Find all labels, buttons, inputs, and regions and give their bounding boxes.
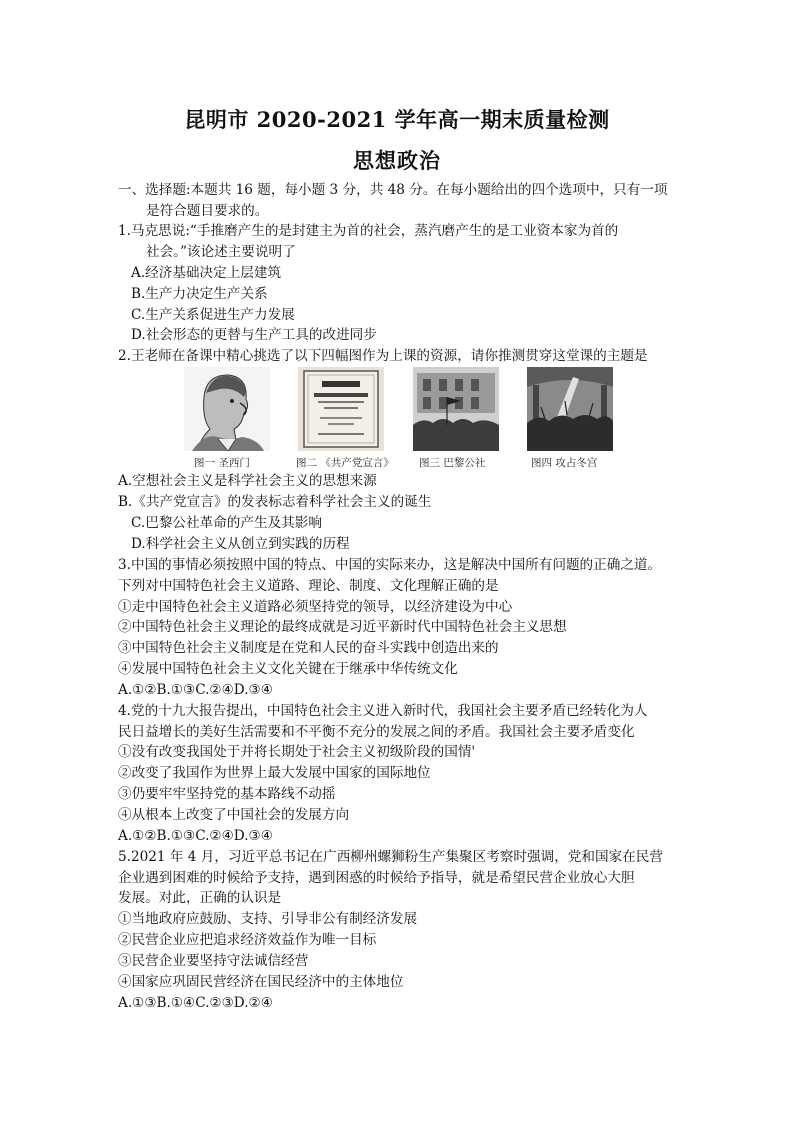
q5-item-3: ③民营企业要坚持守法诚信经营 bbox=[118, 953, 309, 969]
exam-title: 昆明市 2020-2021 学年高一期末质量检测 bbox=[184, 107, 610, 132]
q3-answer-choices: A.①②B.①③C.②④D.③④ bbox=[118, 682, 273, 698]
section-instruction-line2: 是符合题目要求的。 bbox=[146, 203, 269, 219]
q5-stem-line1: 5.2021 年 4 月，习近平总书记在广西柳州螺狮粉生产集聚区考察时强调，党和国家在民营 bbox=[118, 849, 663, 865]
q3-item-3: ③中国特色社会主义制度是在党和人民的奋斗实践中创造出来的 bbox=[118, 640, 499, 656]
exam-subject: 思想政治 bbox=[353, 148, 441, 173]
q1-option-a: A.经济基础决定上层建筑 bbox=[131, 265, 282, 281]
q2-option-a: A.空想社会主义是科学社会主义的思想来源 bbox=[118, 473, 377, 489]
q4-item-2: ②改变了我国作为世界上最大发展中国家的国际地位 bbox=[118, 765, 431, 781]
section-instruction-line1: 一、选择题:本题共 16 题，每小题 3 分，共 48 分。在每小题给出的四个选项中，只有一项 bbox=[118, 182, 668, 198]
q1-stem-line1: 1.马克思说:“手推磨产生的是封建主为首的社会，蒸汽磨产生的是工业资本家为首的 bbox=[118, 223, 619, 239]
storming-palace-image bbox=[527, 367, 613, 469]
q1-stem-line2: 社会。”该论述主要说明了 bbox=[146, 244, 296, 260]
q1-option-c: C.生产关系促进生产力发展 bbox=[131, 307, 295, 323]
q5-answer-choices: A.①③B.①④C.②③D.②④ bbox=[118, 995, 273, 1011]
q1-option-b: B.生产力决定生产关系 bbox=[131, 286, 268, 302]
q3-item-4: ④发展中国特色社会主义文化关键在于继承中华传统文化 bbox=[118, 661, 458, 677]
q4-item-3: ③仍要牢牢坚持党的基本路线不动摇 bbox=[118, 786, 336, 802]
figure4-caption: 图四 攻占冬宫 bbox=[531, 457, 598, 469]
q4-answer-choices: A.①②B.①③C.②④D.③④ bbox=[118, 828, 273, 844]
book-cover-image bbox=[296, 367, 394, 469]
q1-option-d: D.社会形态的更替与生产工具的改进同步 bbox=[131, 327, 377, 343]
q5-item-1: ①当地政府应鼓励、支持、引导非公有制经济发展 bbox=[118, 911, 418, 927]
q3-item-2: ②中国特色社会主义理论的最终成就是习近平新时代中国特色社会主义思想 bbox=[118, 619, 567, 635]
q2-option-d: D.科学社会主义从创立到实践的历程 bbox=[131, 536, 350, 552]
q4-stem-line1: 4.党的十九大报告提出，中国特色社会主义进入新时代，我国社会主要矛盾已经转化为人 bbox=[118, 703, 648, 719]
q3-stem-line1: 3.中国的事情必须按照中国的特点、中国的实际来办，这是解决中国所有问题的正确之道。 bbox=[118, 557, 662, 573]
q2-figure-row bbox=[184, 367, 624, 471]
q3-item-1: ①走中国特色社会主义道路必须坚持党的领导，以经济建设为中心 bbox=[118, 599, 513, 615]
portrait-image bbox=[184, 367, 270, 469]
figure2-caption: 图二 《共产党宣言》 bbox=[296, 457, 394, 469]
q5-stem-line2: 企业遇到困难的时候给予支持，遇到困惑的时候给予指导，就是希望民营企业放心大胆 bbox=[118, 870, 635, 886]
q3-stem-line2: 下列对中国特色社会主义道路、理论、制度、文化理解正确的是 bbox=[118, 578, 499, 594]
q5-stem-line3: 发展。对此，正确的认识是 bbox=[118, 890, 282, 906]
q2-option-c: C.巴黎公社革命的产生及其影响 bbox=[131, 515, 322, 531]
figure3-caption: 图三 巴黎公社 bbox=[419, 457, 486, 469]
crowd-scene-image bbox=[413, 367, 499, 469]
q2-option-b: B.《共产党宣言》的发表标志着科学社会主义的诞生 bbox=[118, 494, 432, 510]
q2-stem: 2.王老师在备课中精心挑选了以下四幅图作为上课的资源，请你推测贯穿这堂课的主题是 bbox=[118, 348, 648, 364]
q4-item-4: ④从根本上改变了中国社会的发展方向 bbox=[118, 807, 350, 823]
q5-item-2: ②民营企业应把追求经济效益作为唯一目标 bbox=[118, 932, 377, 948]
q4-stem-line2: 民日益增长的美好生活需要和不平衡不充分的发展之间的矛盾。我国社会主要矛盾变化 bbox=[118, 724, 635, 740]
q4-item-1: ①没有改变我国处于并将长期处于社会主义初级阶段的国情' bbox=[118, 744, 476, 760]
q5-item-4: ④国家应巩固民营经济在国民经济中的主体地位 bbox=[118, 974, 404, 990]
figure1-caption: 图一 圣西门 bbox=[194, 457, 250, 469]
